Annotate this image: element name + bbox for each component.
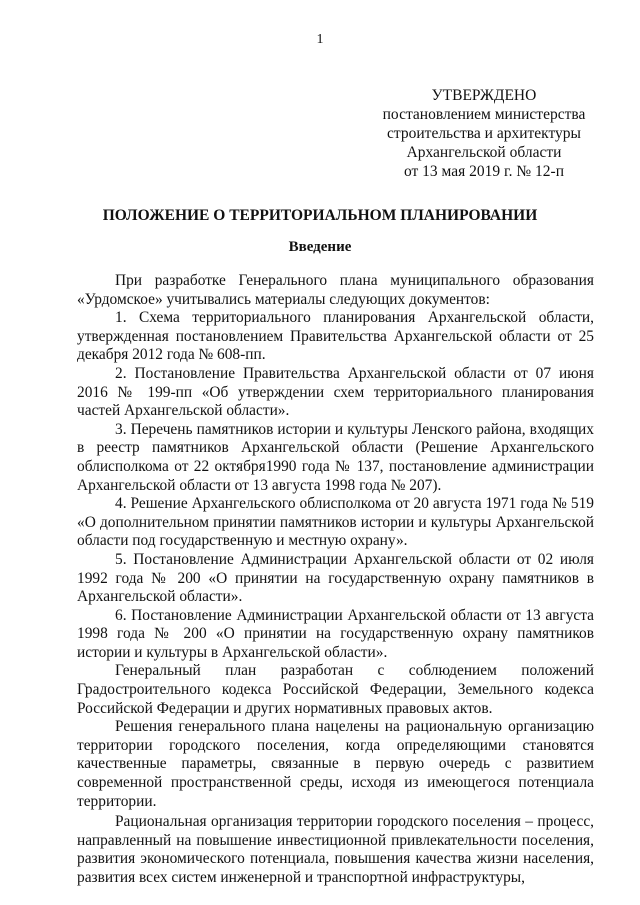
paragraph: 1. Схема территориального планирования Архангельской области, утвержденная постановлением Правительства Архангельской области от 25 декабря 2012 года № 608-пп. xyxy=(77,309,594,364)
paragraph: Рациональная организация территории городского поселения – процесс, направленный на повышение инвестиционной привлекательности поселения, развития экономического потенциала, повышения качества жизни населения, развития всех систем инженерной и транспортной инфраструктуры, xyxy=(77,813,594,886)
approval-line: Архангельской области xyxy=(406,144,562,161)
paragraph: 2. Постановление Правительства Архангельской области от 07 июня 2016 № 199-пп «Об утверждении схем территориального планирования частей Архангельской области». xyxy=(77,364,594,420)
approval-line: постановлением министерства xyxy=(382,106,586,123)
section-heading: Введение xyxy=(288,239,352,255)
paragraph: 3. Перечень памятников истории и культуры Ленского района, входящих в реестр памятников Архангельской области (Решение Архангельского облисполкома от 22 октября1990 года № 137, постановление администрации Архангельской области от 13 августа 1998 года № 207). xyxy=(77,420,594,494)
paragraph: 6. Постановление Администрации Архангельской области от 13 августа 1998 года № 200 «О принятии на государственную охрану памятников истории и культуры в Архангельской области». xyxy=(77,606,594,661)
page-number: 1 xyxy=(316,32,324,47)
approval-line: УТВЕРЖДЕНО xyxy=(431,87,537,104)
approval-line: от 13 мая 2019 г. № 12-п xyxy=(403,163,564,180)
document-title: ПОЛОЖЕНИЕ О ТЕРРИТОРИАЛЬНОМ ПЛАНИРОВАНИИ xyxy=(102,207,538,224)
approval-line: строительства и архитектуры xyxy=(387,125,581,142)
paragraph: Генеральный план разработан с соблюдением положений Градостроительного кодекса Российской Федерации, Земельного кодекса Российской Федерации и других нормативных правовых актов. xyxy=(77,662,594,717)
document-body xyxy=(77,272,594,888)
approval-stamp xyxy=(360,86,608,181)
paragraph: При разработке Генерального плана муниципального образования «Урдомское» учитывались материалы следующих документов: xyxy=(77,272,594,308)
paragraph: 5. Постановление Администрации Архангельской области от 02 июля 1992 года № 200 «О принятии на государственную охрану памятников в Архангельской области». xyxy=(77,550,594,606)
paragraph: 4. Решение Архангельского облисполкома от 20 августа 1971 года № 519 «О дополнительном принятии памятников истории и культуры Архангельской области под государственную и местную охрану». xyxy=(77,495,594,550)
paragraph: Решения генерального плана нацелены на рациональную организацию территории городского поселения, когда определяющими становятся качественные параметры, связанные в первую очередь с развитием современной пространственной среды, исходя из имеющегося потенциала территории. xyxy=(77,718,594,810)
